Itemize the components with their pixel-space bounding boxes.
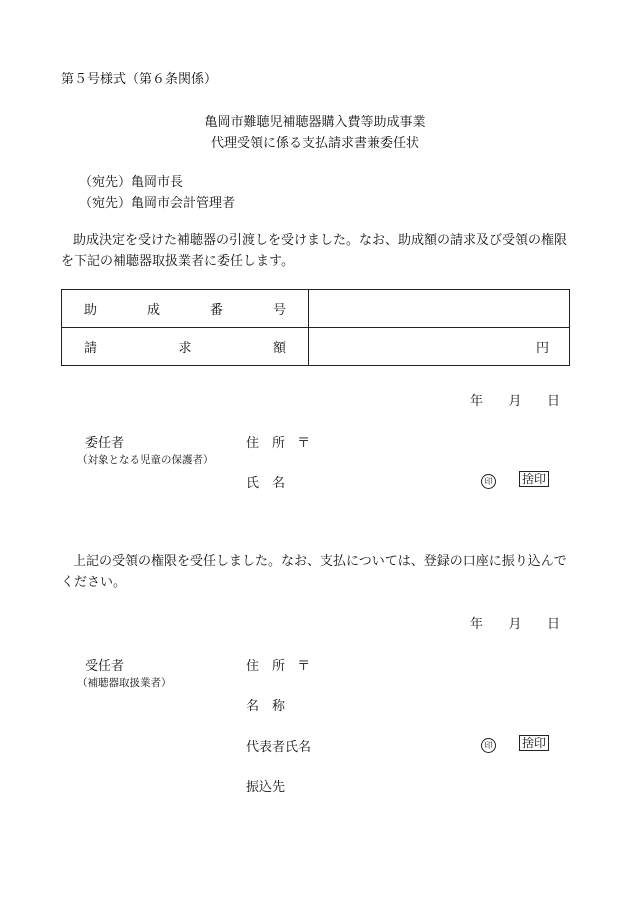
- claim-amount-value[interactable]: [309, 328, 570, 366]
- sute-in-box: 捨印: [519, 472, 549, 487]
- claim-amount-label: [62, 328, 309, 366]
- label-char: 号: [272, 303, 286, 318]
- month-label: 月: [508, 394, 522, 409]
- delegate-transfer-field[interactable]: [246, 776, 285, 795]
- date-line-delegator: [470, 390, 560, 409]
- postal-mark: 〒: [297, 436, 311, 451]
- delegator-role-note: （対象となる児童の保護者）: [77, 454, 214, 466]
- label-char: 番: [209, 303, 223, 318]
- subsidy-number-label: [62, 290, 309, 328]
- representative-label: 代表者氏名: [246, 740, 312, 755]
- form-title-line1: 亀岡市難聴児補聴器購入費等助成事業: [204, 115, 426, 130]
- table-row: [62, 328, 570, 366]
- label-char: 額: [272, 341, 286, 356]
- address-label: 住 所: [246, 436, 286, 451]
- delegate-address-field[interactable]: [246, 655, 310, 674]
- day-label: 日: [546, 617, 560, 632]
- day-label: 日: [546, 394, 560, 409]
- subsidy-table: [61, 289, 570, 366]
- delegation-paragraph: 助成決定を受けた補聴器の引渡しを受けました。なお、助成額の請求及び受領の権限を下記の補聴器取扱業者に委任します。: [61, 233, 568, 269]
- addressee-accounting: （宛先）亀岡市会計管理者: [79, 196, 236, 211]
- delegate-representative-field[interactable]: [246, 736, 311, 755]
- table-row: [62, 290, 570, 328]
- address-label: 住 所: [246, 659, 286, 674]
- seal-icon: 印: [481, 473, 496, 489]
- addressee-mayor: （宛先）亀岡市長: [79, 175, 184, 190]
- company-label: 名 称: [246, 699, 286, 714]
- sute-in-box: 捨印: [519, 736, 549, 751]
- month-label: 月: [508, 617, 522, 632]
- year-label: 年: [470, 394, 484, 409]
- delegate-role-note: （補聴器取扱業者）: [77, 677, 172, 689]
- form-title-line2: 代理受領に係る支払請求書兼委任状: [210, 136, 419, 151]
- postal-mark: 〒: [297, 659, 311, 674]
- name-label: 氏 名: [246, 476, 286, 491]
- year-label: 年: [470, 617, 484, 632]
- label-char: 助: [84, 303, 98, 318]
- delegate-company-field[interactable]: [246, 695, 285, 714]
- delegator-address-field[interactable]: [246, 432, 310, 451]
- date-line-delegate: [470, 613, 560, 632]
- delegator-role: 委任者: [85, 436, 125, 451]
- yen-unit: 円: [535, 341, 549, 356]
- delegator-name-field[interactable]: [246, 472, 285, 491]
- acceptance-paragraph: 上記の受領の権限を受任しました。なお、支払については、登録の口座に振り込んでください。: [61, 554, 567, 590]
- seal-icon: 印: [481, 737, 496, 753]
- subsidy-number-value[interactable]: [309, 290, 570, 328]
- label-char: 求: [178, 341, 192, 356]
- label-char: 請: [84, 341, 98, 356]
- transfer-label: 振込先: [246, 780, 286, 795]
- label-char: 成: [146, 303, 160, 318]
- form-number: 第５号様式（第６条関係）: [61, 72, 218, 87]
- delegate-role: 受任者: [85, 659, 125, 674]
